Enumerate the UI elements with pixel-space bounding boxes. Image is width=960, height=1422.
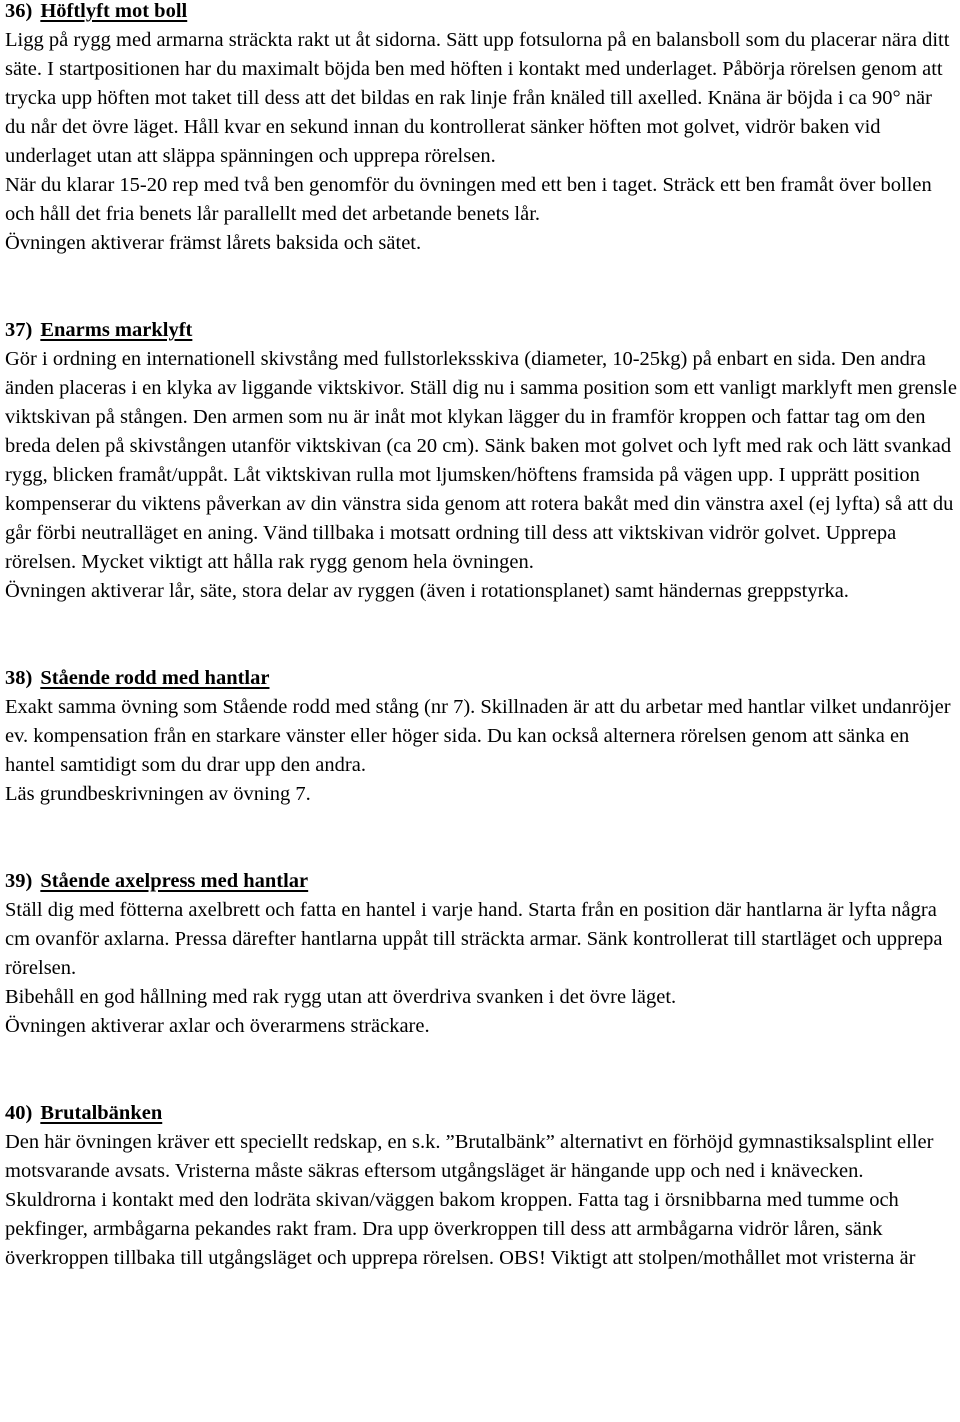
exercise-heading	[5, 867, 957, 896]
exercise-paragraph: Övningen aktiverar axlar och överarmens sträckare.	[5, 1015, 430, 1037]
exercise-title: Brutalbänken	[40, 1102, 163, 1124]
exercise-number: 38)	[5, 667, 33, 689]
exercise-heading	[5, 664, 957, 693]
document-page	[5, 0, 957, 1273]
exercise-paragraph: Läs grundbeskrivningen av övning 7.	[5, 783, 311, 805]
exercise-paragraph: När du klarar 15-20 rep med två ben genomför du övningen med ett ben i taget. Sträck ett ben framåt över bollen och håll det fria benets lår parallellt med det arbetande benets lår.	[5, 174, 932, 225]
exercise-paragraph: Övningen aktiverar främst lårets baksida och sätet.	[5, 232, 422, 254]
exercise-heading	[5, 0, 957, 26]
exercise-title: Stående axelpress med hantlar	[40, 870, 309, 892]
exercise-number: 40)	[5, 1102, 33, 1124]
exercise-paragraph: Gör i ordning en internationell skivstång med fullstorleksskiva (diameter, 10-25kg) på enbart en sida. Den andra änden placeras i en klyka av liggande viktskivor. Ställ dig nu i samma position som ett vanligt marklyft men grensle viktskivan på stången. Den armen som nu är inåt mot klykan lägger du in framför kroppen och fattar tag om den breda delen på skivstången utanför viktskivan (ca 20 cm). Sänk baken mot golvet och lyft med rak och lätt svankad rygg, blicken framåt/uppåt. Låt viktskivan rulla mot ljumsken/höftens framsida på vägen upp. I upprätt position kompenserar du viktens påverkan av din vänstra sida genom att rotera bakåt med din vänstra axel (ej lyfta) så att du går förbi neutralläget en aning. Vänd tillbaka i motsatt ordning till dess att viktskivan vidrör golvet. Upprepa rörelsen. Mycket viktigt att hålla rak rygg genom hela övningen.	[5, 348, 957, 573]
exercise-paragraph: Exakt samma övning som Stående rodd med stång (nr 7). Skillnaden är att du arbetar med hantlar vilket undanröjer ev. kompensation från en starkare vänster eller höger sida. Du kan också alternera rörelsen genom att sänka en hantel samtidigt som du drar upp den andra.	[5, 696, 951, 776]
exercise-title: Enarms marklyft	[40, 319, 193, 341]
exercise-paragraph: Ställ dig med fötterna axelbrett och fatta en hantel i varje hand. Starta från en position där hantlarna är lyfta några cm ovanför axlarna. Pressa därefter hantlarna uppåt till sträckta armar. Sänk kontrollerat till startläget och upprepa rörelsen.	[5, 899, 943, 979]
exercise-section-40	[5, 1099, 957, 1273]
exercise-section-39	[5, 867, 957, 1041]
exercise-paragraph: Övningen aktiverar lår, säte, stora delar av ryggen (även i rotationsplanet) samt händernas greppstyrka.	[5, 580, 849, 602]
exercise-paragraph: Ligg på rygg med armarna sträckta rakt ut åt sidorna. Sätt upp fotsulorna på en balansboll som du placerar nära ditt säte. I startpositionen har du maximalt böjda ben med höften i kontakt med underlaget. Påbörja rörelsen genom att trycka upp höften mot taket till dess att det bildas en rak linje från knäled till axelled. Knäna är böjda i ca 90° när du når det övre läget. Håll kvar en sekund innan du kontrollerat sänker höften mot golvet, vidrör baken vid underlaget utan att släppa spänningen och upprepa rörelsen.	[5, 29, 950, 167]
exercise-paragraph: Bibehåll en god hållning med rak rygg utan att överdriva svanken i det övre läget.	[5, 986, 677, 1008]
exercise-title: Stående rodd med hantlar	[40, 667, 270, 689]
exercise-section-37	[5, 316, 957, 606]
exercise-number: 39)	[5, 870, 33, 892]
exercise-number: 37)	[5, 319, 33, 341]
exercise-section-36	[5, 0, 957, 258]
exercise-paragraph: Den här övningen kräver ett speciellt redskap, en s.k. ”Brutalbänk” alternativt en förhöjd gymnastiksalsplint eller motsvarande avsats. Vristerna måste säkras eftersom utgångsläget är hängande upp och ned i knävecken. Skuldrorna i kontakt med den lodräta skivan/väggen bakom kroppen. Fatta tag i örsnibbarna med tumme och pekfinger, armbågarna pekandes rakt fram. Dra upp överkroppen till dess att armbågarna vidrör låren, sänk överkroppen tillbaka till utgångsläget och upprepa rörelsen. OBS! Viktigt att stolpen/mothållet mot vristerna är	[5, 1131, 934, 1269]
exercise-heading	[5, 316, 957, 345]
exercise-section-38	[5, 664, 957, 809]
exercise-number: 36)	[5, 0, 33, 22]
exercise-title: Höftlyft mot boll	[40, 0, 188, 22]
exercise-heading	[5, 1099, 957, 1128]
